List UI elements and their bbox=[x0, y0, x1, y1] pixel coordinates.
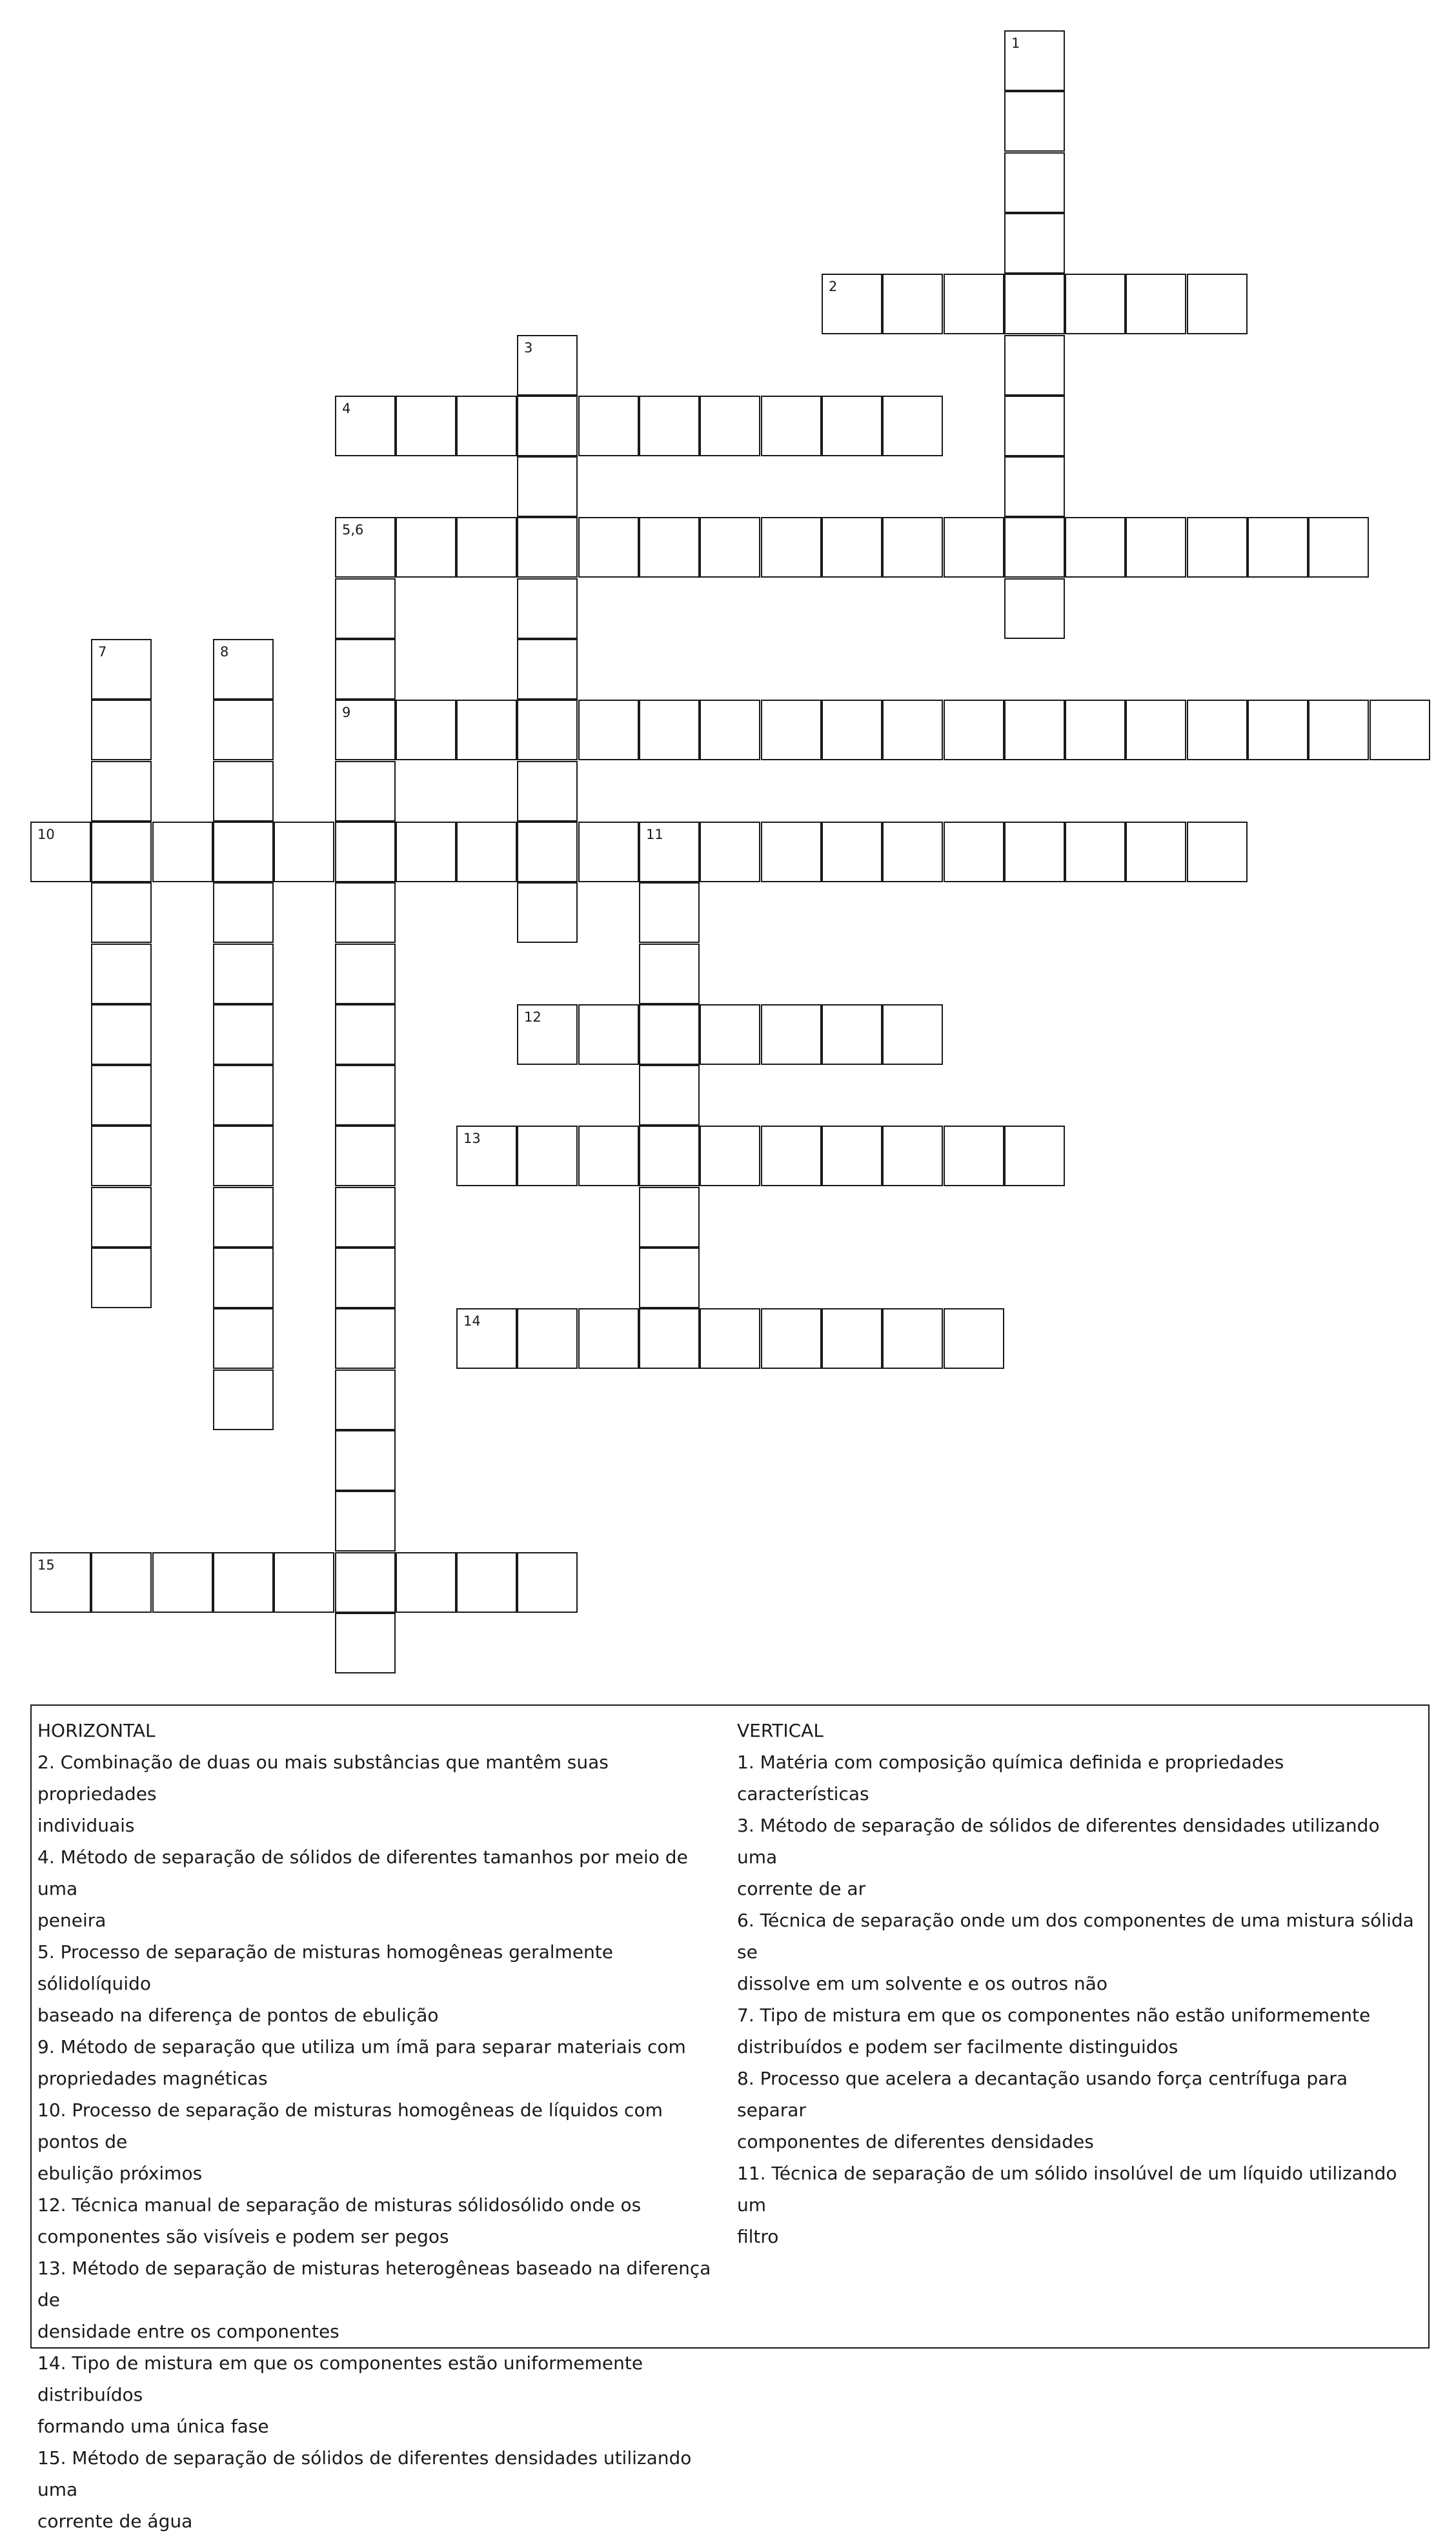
clue-line: densidade entre os componentes bbox=[37, 2321, 339, 2342]
grid-cell[interactable] bbox=[91, 1187, 152, 1248]
grid-cell[interactable] bbox=[944, 274, 1004, 334]
clue-number: 9 bbox=[342, 705, 351, 720]
grid-cell[interactable] bbox=[761, 822, 822, 882]
grid-cell[interactable] bbox=[335, 1187, 396, 1248]
grid-cell[interactable] bbox=[1126, 274, 1186, 334]
grid-cell[interactable] bbox=[213, 882, 274, 943]
grid-cell[interactable] bbox=[335, 1491, 396, 1552]
grid-cell[interactable] bbox=[944, 1308, 1004, 1369]
grid-cell[interactable] bbox=[639, 944, 700, 1004]
grid-cell[interactable] bbox=[30, 822, 91, 882]
grid-cell[interactable] bbox=[822, 822, 882, 882]
vertical-clues bbox=[737, 1715, 1421, 2252]
grid-cell[interactable] bbox=[456, 396, 517, 456]
grid-cell[interactable] bbox=[700, 517, 760, 578]
grid-cell[interactable] bbox=[578, 396, 639, 456]
grid-cell[interactable] bbox=[1004, 213, 1065, 274]
grid-cell[interactable] bbox=[1370, 700, 1430, 760]
clue-number: 11 bbox=[646, 827, 663, 842]
grid-cell[interactable] bbox=[517, 517, 578, 578]
grid-cell[interactable] bbox=[91, 1248, 152, 1308]
grid-cell[interactable] bbox=[91, 761, 152, 822]
grid-cell[interactable] bbox=[517, 639, 578, 700]
grid-cell[interactable] bbox=[91, 822, 152, 882]
clue-line: distribuídos e podem ser facilmente distinguidos bbox=[737, 2036, 1178, 2057]
grid-cell[interactable] bbox=[213, 1308, 274, 1369]
grid-cell[interactable] bbox=[396, 396, 456, 456]
clue-line: baseado na diferença de pontos de ebulição bbox=[37, 2005, 439, 2026]
grid-cell[interactable] bbox=[639, 1065, 700, 1126]
clue-line: 8. Processo que acelera a decantação usando força centrífuga para separar bbox=[737, 2068, 1348, 2121]
grid-cell[interactable] bbox=[761, 517, 822, 578]
grid-cell[interactable] bbox=[700, 822, 760, 882]
grid-cell[interactable] bbox=[822, 1126, 882, 1186]
clue-line: dissolve em um solvente e os outros não bbox=[737, 1973, 1107, 1994]
clue-line: 15. Método de separação de sólidos de diferentes densidades utilizando uma bbox=[37, 2447, 692, 2500]
grid-cell[interactable] bbox=[1004, 578, 1065, 639]
clue-number: 3 bbox=[524, 340, 533, 356]
grid-cell[interactable] bbox=[761, 1126, 822, 1186]
clue-line: 12. Técnica manual de separação de misturas sólidosólido onde os bbox=[37, 2194, 642, 2216]
grid-cell[interactable] bbox=[213, 822, 274, 882]
grid-cell[interactable] bbox=[91, 1065, 152, 1126]
grid-cell[interactable] bbox=[944, 517, 1004, 578]
grid-cell[interactable] bbox=[456, 517, 517, 578]
grid-cell[interactable] bbox=[639, 822, 700, 882]
grid-cell[interactable] bbox=[761, 1004, 822, 1065]
grid-cell[interactable] bbox=[639, 882, 700, 943]
grid-cell[interactable] bbox=[517, 882, 578, 943]
clue-line: 4. Método de separação de sólidos de diferentes tamanhos por meio de uma bbox=[37, 1846, 688, 1899]
clue-number: 13 bbox=[463, 1131, 481, 1146]
grid-cell[interactable] bbox=[213, 639, 274, 700]
grid-cell[interactable] bbox=[335, 396, 396, 456]
grid-cell[interactable] bbox=[1004, 335, 1065, 396]
grid-cell[interactable] bbox=[1187, 700, 1248, 760]
grid-cell[interactable] bbox=[91, 1004, 152, 1065]
grid-cell[interactable] bbox=[517, 700, 578, 760]
grid-cell[interactable] bbox=[456, 1126, 517, 1186]
grid-cell[interactable] bbox=[213, 1248, 274, 1308]
grid-cell[interactable] bbox=[396, 517, 456, 578]
grid-cell[interactable] bbox=[517, 1004, 578, 1065]
grid-cell[interactable] bbox=[700, 1126, 760, 1186]
grid-cell[interactable] bbox=[396, 700, 456, 760]
clue-line: corrente de ar bbox=[737, 1878, 866, 1899]
clue-line: 14. Tipo de mistura em que os componentes estão uniformemente distribuídos bbox=[37, 2352, 643, 2405]
grid-cell[interactable] bbox=[639, 1187, 700, 1248]
clue-number: 5,6 bbox=[342, 522, 364, 538]
grid-cell[interactable] bbox=[335, 1248, 396, 1308]
grid-cell[interactable] bbox=[882, 517, 943, 578]
grid-cell[interactable] bbox=[213, 944, 274, 1004]
grid-cell[interactable] bbox=[396, 822, 456, 882]
grid-cell[interactable] bbox=[578, 700, 639, 760]
grid-cell[interactable] bbox=[1065, 700, 1126, 760]
clue-line: 1. Matéria com composição química definida e propriedades características bbox=[737, 1752, 1284, 1804]
grid-cell[interactable] bbox=[1004, 700, 1065, 760]
clue-line: individuais bbox=[37, 1815, 135, 1836]
grid-cell[interactable] bbox=[91, 639, 152, 700]
grid-cell[interactable] bbox=[335, 1004, 396, 1065]
grid-cell[interactable] bbox=[822, 274, 882, 334]
grid-cell[interactable] bbox=[1308, 517, 1369, 578]
clue-line: formando uma única fase bbox=[37, 2416, 269, 2437]
grid-cell[interactable] bbox=[91, 882, 152, 943]
grid-cell[interactable] bbox=[517, 1126, 578, 1186]
grid-cell[interactable] bbox=[822, 700, 882, 760]
grid-cell[interactable] bbox=[91, 700, 152, 760]
grid-cell[interactable] bbox=[639, 1308, 700, 1369]
grid-cell[interactable] bbox=[882, 700, 943, 760]
grid-cell[interactable] bbox=[1126, 517, 1186, 578]
grid-cell[interactable] bbox=[335, 700, 396, 760]
clue-number: 8 bbox=[220, 644, 229, 660]
grid-cell[interactable] bbox=[1004, 517, 1065, 578]
clue-number: 10 bbox=[37, 827, 55, 842]
clue-line: peneira bbox=[37, 1910, 106, 1931]
grid-cell[interactable] bbox=[91, 1126, 152, 1186]
grid-cell[interactable] bbox=[700, 1004, 760, 1065]
grid-cell[interactable] bbox=[213, 1187, 274, 1248]
grid-cell[interactable] bbox=[335, 1552, 396, 1613]
grid-cell[interactable] bbox=[639, 1126, 700, 1186]
grid-cell[interactable] bbox=[517, 1308, 578, 1369]
grid-cell[interactable] bbox=[274, 822, 334, 882]
grid-cell[interactable] bbox=[1126, 700, 1186, 760]
grid-cell[interactable] bbox=[456, 822, 517, 882]
grid-cell[interactable] bbox=[91, 1552, 152, 1613]
grid-cell[interactable] bbox=[335, 882, 396, 943]
grid-cell[interactable] bbox=[517, 761, 578, 822]
grid-cell[interactable] bbox=[152, 1552, 213, 1613]
clue-line: 11. Técnica de separação de um sólido insolúvel de um líquido utilizando um bbox=[737, 2163, 1397, 2216]
grid-cell[interactable] bbox=[1187, 517, 1248, 578]
grid-cell[interactable] bbox=[335, 1613, 396, 1673]
clues-box bbox=[30, 1704, 1430, 2532]
grid-cell[interactable] bbox=[822, 1004, 882, 1065]
clue-line: 3. Método de separação de sólidos de diferentes densidades utilizando uma bbox=[737, 1815, 1380, 1868]
grid-cell[interactable] bbox=[274, 1552, 334, 1613]
grid-cell[interactable] bbox=[335, 1126, 396, 1186]
clue-number: 4 bbox=[342, 401, 351, 416]
grid-cell[interactable] bbox=[822, 1308, 882, 1369]
grid-cell[interactable] bbox=[578, 1004, 639, 1065]
grid-cell[interactable] bbox=[1004, 91, 1065, 152]
grid-cell[interactable] bbox=[882, 1308, 943, 1369]
grid-cell[interactable] bbox=[761, 396, 822, 456]
grid-cell[interactable] bbox=[335, 1308, 396, 1369]
grid-cell[interactable] bbox=[335, 639, 396, 700]
grid-cell[interactable] bbox=[335, 822, 396, 882]
grid-cell[interactable] bbox=[213, 761, 274, 822]
clue-line: componentes são visíveis e podem ser pegos bbox=[37, 2226, 449, 2247]
grid-cell[interactable] bbox=[517, 822, 578, 882]
clue-line: 2. Combinação de duas ou mais substâncias que mantêm suas propriedades bbox=[37, 1752, 609, 1804]
grid-cell[interactable] bbox=[456, 700, 517, 760]
grid-cell[interactable] bbox=[517, 335, 578, 396]
clue-number: 15 bbox=[37, 1557, 55, 1573]
grid-cell[interactable] bbox=[1004, 822, 1065, 882]
grid-cell[interactable] bbox=[1187, 822, 1248, 882]
grid-cell[interactable] bbox=[944, 822, 1004, 882]
grid-cell[interactable] bbox=[1065, 274, 1126, 334]
grid-cell[interactable] bbox=[1308, 700, 1369, 760]
grid-cell[interactable] bbox=[396, 1552, 456, 1613]
grid-cell[interactable] bbox=[30, 1552, 91, 1613]
clue-line: 7. Tipo de mistura em que os componentes não estão uniformemente bbox=[737, 2005, 1371, 2026]
grid-cell[interactable] bbox=[456, 1552, 517, 1613]
grid-cell[interactable] bbox=[1248, 517, 1308, 578]
clue-line: 13. Método de separação de misturas heterogêneas baseado na diferença de bbox=[37, 2258, 711, 2310]
grid-cell[interactable] bbox=[517, 1552, 578, 1613]
clue-line: ebulição próximos bbox=[37, 2163, 203, 2184]
grid-cell[interactable] bbox=[1126, 822, 1186, 882]
grid-cell[interactable] bbox=[761, 700, 822, 760]
grid-cell[interactable] bbox=[882, 822, 943, 882]
grid-cell[interactable] bbox=[335, 1370, 396, 1430]
grid-cell[interactable] bbox=[335, 1065, 396, 1126]
grid-cell[interactable] bbox=[700, 1308, 760, 1369]
clue-line: 6. Técnica de separação onde um dos componentes de uma mistura sólida se bbox=[737, 1910, 1414, 1963]
grid-cell[interactable] bbox=[1004, 1126, 1065, 1186]
clue-line: 9. Método de separação que utiliza um ímã para separar materiais com bbox=[37, 2036, 686, 2057]
grid-cell[interactable] bbox=[152, 822, 213, 882]
grid-cell[interactable] bbox=[882, 1004, 943, 1065]
grid-cell[interactable] bbox=[91, 944, 152, 1004]
grid-cell[interactable] bbox=[639, 396, 700, 456]
grid-cell[interactable] bbox=[700, 700, 760, 760]
clue-number: 1 bbox=[1011, 35, 1020, 51]
grid-cell[interactable] bbox=[517, 456, 578, 517]
grid-cell[interactable] bbox=[639, 700, 700, 760]
grid-cell[interactable] bbox=[213, 700, 274, 760]
grid-cell[interactable] bbox=[517, 578, 578, 639]
grid-cell[interactable] bbox=[456, 1308, 517, 1369]
grid-cell[interactable] bbox=[882, 1126, 943, 1186]
grid-cell[interactable] bbox=[335, 761, 396, 822]
grid-cell[interactable] bbox=[639, 1004, 700, 1065]
grid-cell[interactable] bbox=[517, 396, 578, 456]
clue-number: 7 bbox=[98, 644, 107, 660]
grid-cell[interactable] bbox=[213, 1552, 274, 1613]
vertical-heading: VERTICAL bbox=[737, 1720, 824, 1741]
grid-cell[interactable] bbox=[1004, 396, 1065, 456]
grid-cell[interactable] bbox=[1187, 274, 1248, 334]
grid-cell[interactable] bbox=[944, 1126, 1004, 1186]
clue-line: corrente de água bbox=[37, 2511, 193, 2532]
clue-line: propriedades magnéticas bbox=[37, 2068, 268, 2089]
clue-line: 5. Processo de separação de misturas homogêneas geralmente sólidolíquido bbox=[37, 1941, 613, 1994]
grid-cell[interactable] bbox=[822, 396, 882, 456]
grid-cell[interactable] bbox=[639, 517, 700, 578]
grid-cell[interactable] bbox=[1248, 700, 1308, 760]
clue-line: filtro bbox=[737, 2226, 779, 2247]
grid-cell[interactable] bbox=[639, 1248, 700, 1308]
grid-cell[interactable] bbox=[1004, 30, 1065, 91]
grid-cell[interactable] bbox=[335, 1430, 396, 1491]
grid-cell[interactable] bbox=[1004, 152, 1065, 213]
grid-cell[interactable] bbox=[700, 396, 760, 456]
grid-cell[interactable] bbox=[761, 1308, 822, 1369]
grid-cell[interactable] bbox=[882, 396, 943, 456]
grid-cell[interactable] bbox=[578, 1126, 639, 1186]
clue-line: componentes de diferentes densidades bbox=[737, 2131, 1094, 2152]
grid-cell[interactable] bbox=[578, 822, 639, 882]
grid-cell[interactable] bbox=[213, 1370, 274, 1430]
horizontal-heading: HORIZONTAL bbox=[37, 1720, 156, 1741]
grid-cell[interactable] bbox=[335, 944, 396, 1004]
grid-cell[interactable] bbox=[335, 517, 396, 578]
grid-cell[interactable] bbox=[213, 1126, 274, 1186]
horizontal-clues bbox=[37, 1715, 728, 2537]
grid-cell[interactable] bbox=[822, 517, 882, 578]
clue-number: 12 bbox=[524, 1009, 541, 1025]
grid-cell[interactable] bbox=[578, 517, 639, 578]
grid-cell[interactable] bbox=[335, 578, 396, 639]
grid-cell[interactable] bbox=[1004, 274, 1065, 334]
grid-cell[interactable] bbox=[882, 274, 943, 334]
grid-cell[interactable] bbox=[213, 1065, 274, 1126]
grid-cell[interactable] bbox=[213, 1004, 274, 1065]
grid-cell[interactable] bbox=[1065, 822, 1126, 882]
grid-cell[interactable] bbox=[1004, 456, 1065, 517]
clue-number: 14 bbox=[463, 1313, 481, 1329]
grid-cell[interactable] bbox=[944, 700, 1004, 760]
grid-cell[interactable] bbox=[1065, 517, 1126, 578]
clue-line: 10. Processo de separação de misturas homogêneas de líquidos com pontos de bbox=[37, 2099, 663, 2152]
grid-cell[interactable] bbox=[578, 1308, 639, 1369]
clue-number: 2 bbox=[829, 279, 838, 294]
